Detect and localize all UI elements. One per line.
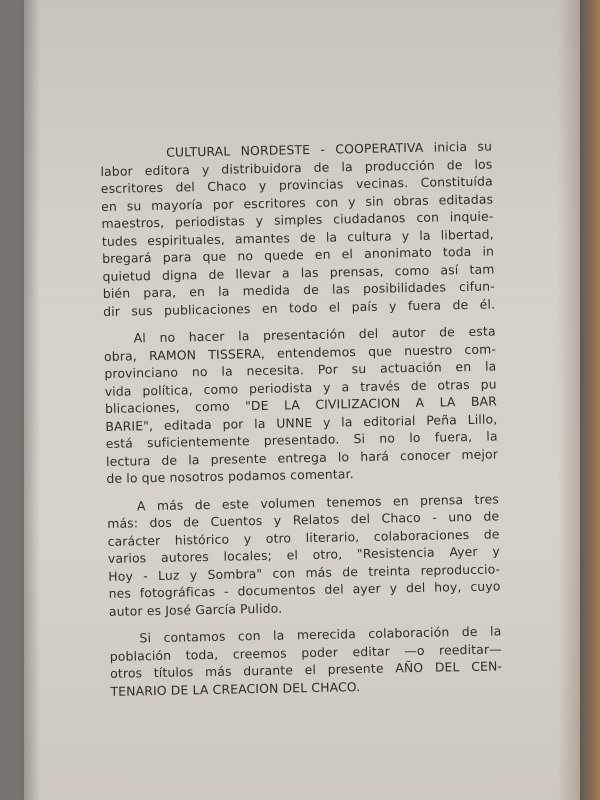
- text-line: A más de este volumen tenemos en prensa tres: [136, 490, 500, 513]
- text-line: Si contamos con la merecida colaboración de la: [139, 623, 502, 646]
- table-surface-edge: [580, 0, 600, 800]
- text-line: TENARIO DE LA CREACION DEL CHACO.: [110, 678, 361, 699]
- book-page: [24, 0, 580, 800]
- text-line: de lo que nosotros podamos comentar.: [106, 466, 354, 486]
- text-line: bregará para que no quede en el anonimato toda in: [102, 243, 495, 266]
- text-line: blicaciones, como "DE LA CIVILIZACION A LA BAR: [104, 393, 498, 416]
- text-line: otros títulos más durante el presente AÑO DEL CEN-: [110, 658, 503, 681]
- text-line: Hoy - Luz y Sombra" con más de treinta reproduccio-: [108, 560, 501, 584]
- text-line: dir sus publicaciones en todo el país y fuera de él.: [103, 295, 496, 319]
- text-line: labor editora y distribuidora de la producción de los: [100, 155, 493, 179]
- page-text: [100, 137, 503, 709]
- paragraph-2: [104, 322, 499, 487]
- paragraph-3: [107, 490, 501, 620]
- paragraph-1: [100, 137, 495, 319]
- text-line: quietud digna de llevar a las prensas, como así tam: [102, 260, 495, 284]
- page-gutter-shadow: [24, 0, 40, 800]
- text-line: nes fotográficas - documentos del ayer y del hoy, cuyo: [108, 578, 501, 601]
- text-line: está suficientemente presentado. Si no lo fuera, la: [105, 428, 498, 451]
- text-line: lectura de la presente entrega lo hará conocer mejor: [105, 445, 499, 469]
- text-line: población toda, creemos poder editar —o reeditar—: [109, 640, 502, 664]
- text-line: BARIE", editada por la UNNE y la editorial Peña Lillo,: [105, 410, 498, 434]
- text-line: varios autores locales; el otro, "Resistencia Ayer y: [107, 543, 501, 566]
- text-line: carácter histórico y otro literario, colaboraciones de: [107, 525, 500, 549]
- paragraph-4: [109, 622, 502, 700]
- text-line: obra, RAMON TISSERA, entendemos que nuestro com-: [103, 340, 497, 364]
- text-line: autor es José García Pulido.: [108, 600, 283, 619]
- text-line: maestros, periodistas y simples ciudadanos con inquie-: [101, 208, 494, 231]
- text-line: Al no hacer la presentación del autor de esta: [133, 323, 496, 346]
- text-line: provinciano no la necesita. Por su actuación en la: [104, 358, 497, 381]
- text-line: CULTURAL NORDESTE - COOPERATIVA inicia su: [166, 138, 493, 160]
- text-line: más: dos de Cuentos y Relatos del Chaco - uno de: [107, 508, 500, 531]
- text-line: tudes espirituales, amantes de la cultura y la libertad,: [101, 225, 494, 249]
- page-edge: [558, 0, 580, 800]
- text-line: escritores del Chaco y provincias vecinas. Constituída: [100, 173, 493, 196]
- text-line: en su mayoría por escritores con y sin obras editadas: [101, 190, 494, 214]
- text-line: bién para, en la medida de las posibilidades cifun-: [102, 278, 495, 301]
- text-line: vida política, como periodista y a través de otras pu: [104, 375, 497, 399]
